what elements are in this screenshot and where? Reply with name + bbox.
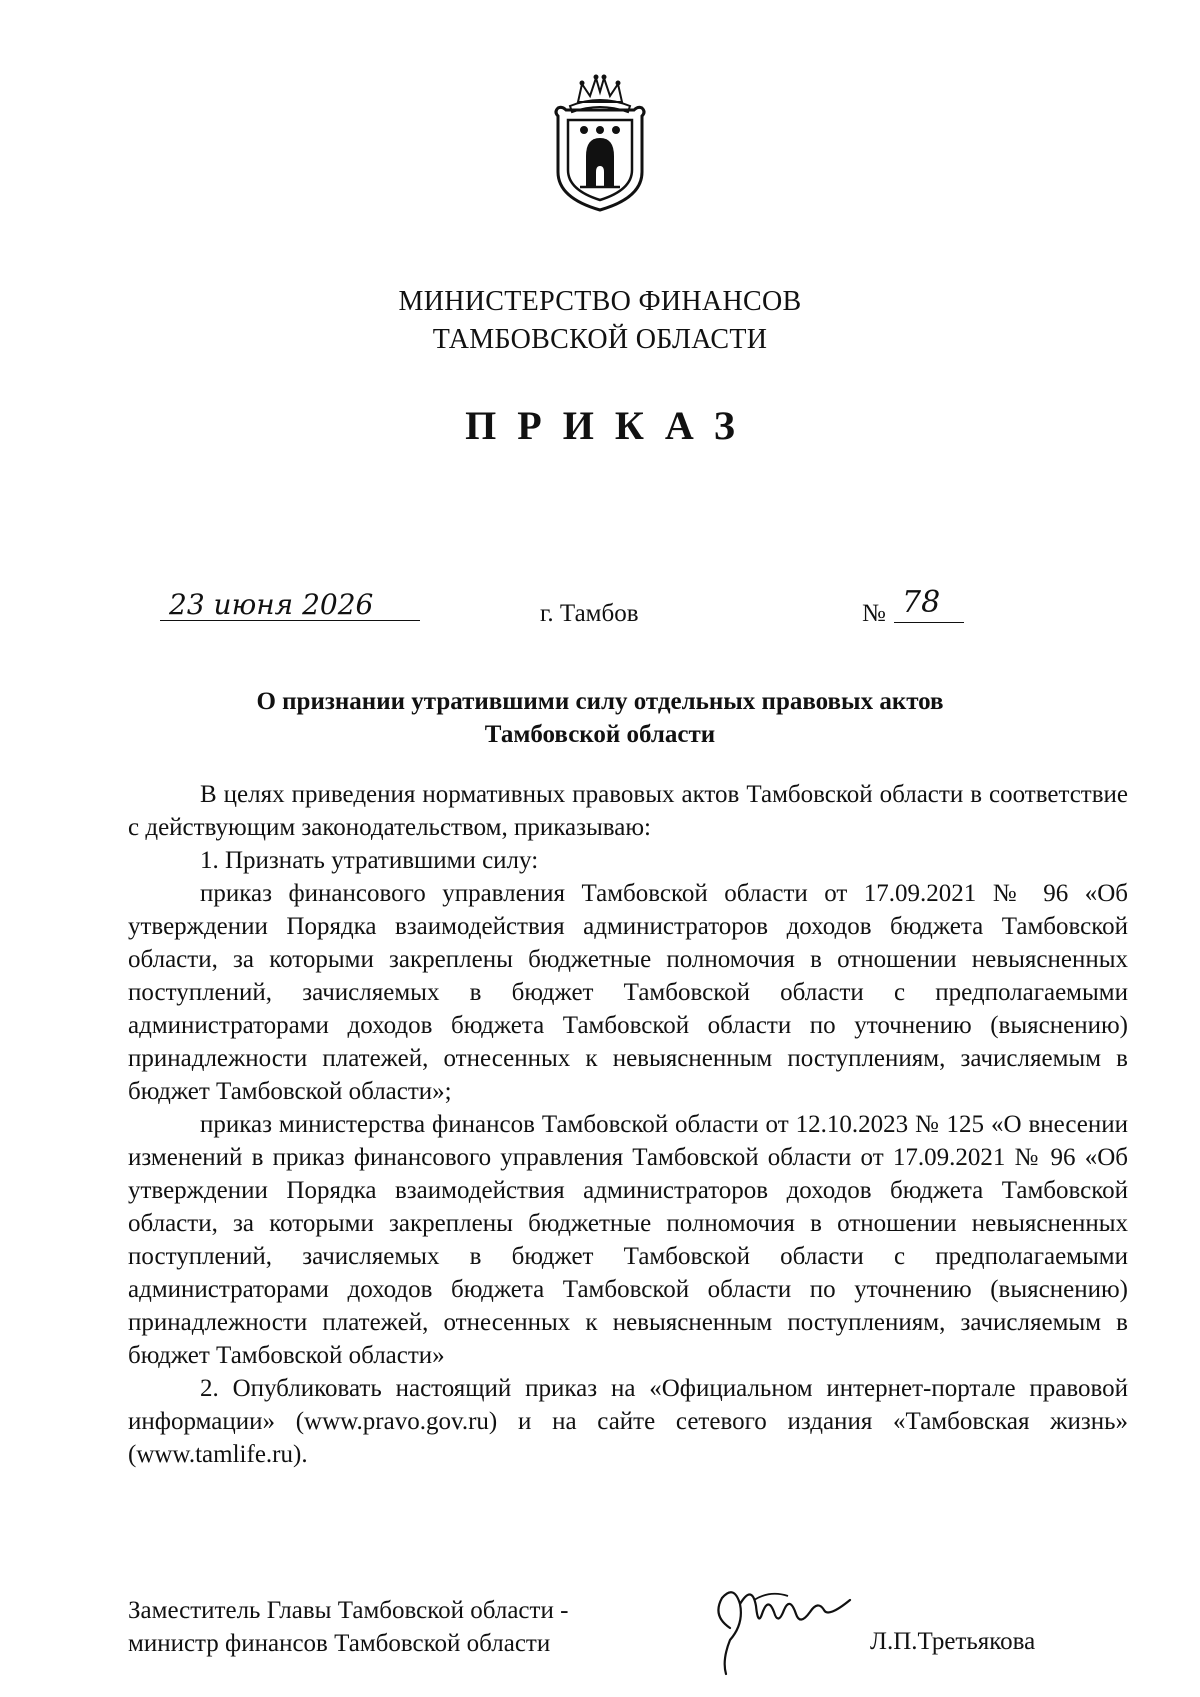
- handwritten-number-text: 78: [902, 585, 941, 618]
- signatory-position-line-1: Заместитель Главы Тамбовской области -: [128, 1597, 569, 1624]
- body-paragraph-intro: В целях приведения нормативных правовых актов Тамбовской области в соответствие с действующим законодательством, приказываю:: [128, 781, 1128, 841]
- handwritten-date-text: 23 июня 2026: [169, 588, 374, 621]
- handwritten-date: [165, 584, 425, 624]
- signature-icon: [700, 1570, 860, 1680]
- ministry-name: [0, 283, 1200, 359]
- document-body: [128, 778, 1128, 1471]
- signatory-position: [128, 1594, 568, 1660]
- number-label: №: [862, 600, 886, 627]
- heading-line-2: Тамбовской области: [484, 721, 716, 748]
- document-heading: [0, 685, 1200, 751]
- body-paragraph-act-1: приказ финансового управления Тамбовской области от 17.09.2021 № 96 «Об утверждении Порядка взаимодействия администраторов доходов бюджета Тамбовской области, за которыми закреплены бюджетные полномочия в отношении невыясненных поступлений, зачисляемых в бюджет Тамбовской области с предполагаемыми администраторами доходов бюджета Тамбовской области по уточнению (выяснению) принадлежности платежей, отнесенных к невыясненным поступлениям, зачисляемым в бюджет Тамбовской области»;: [128, 880, 1128, 1105]
- date-underline: [160, 620, 420, 621]
- city-label: г. Тамбов: [540, 600, 639, 627]
- document-type-title: ПРИКАЗ: [465, 403, 756, 448]
- body-paragraph-item-2: 2. Опубликовать настоящий приказ на «Официальном интернет-портале правовой информации» (www.pravo.gov.ru) и на сайте сетевого издания «Тамбовская жизнь» (www.tamlife.ru).: [128, 1375, 1128, 1468]
- handwritten-number: [896, 582, 956, 618]
- ministry-line-1: МИНИСТЕРСТВО ФИНАНСОВ: [398, 286, 802, 317]
- number-underline: [894, 622, 964, 623]
- heading-line-1: О признании утратившими силу отдельных правовых актов: [256, 688, 944, 715]
- signatory-name: Л.П.Третьякова: [870, 1628, 1036, 1655]
- body-paragraph-act-2: приказ министерства финансов Тамбовской области от 12.10.2023 № 125 «О внесении изменений в приказ финансового управления Тамбовской области от 17.09.2021 № 96 «Об утверждении Порядка взаимодействия администраторов доходов бюджета Тамбовской области, за которыми закреплены бюджетные полномочия в отношении невыясненных поступлений, зачисляемых в бюджет Тамбовской области с предполагаемыми администраторами доходов бюджета Тамбовской области по уточнению (выяснению) принадлежности платежей, отнесенных к невыясненным поступлениям, зачисляемым в бюджет Тамбовской области»: [128, 1111, 1128, 1369]
- ministry-line-2: ТАМБОВСКОЙ ОБЛАСТИ: [432, 324, 768, 355]
- signatory-position-line-2: министр финансов Тамбовской области: [128, 1630, 551, 1657]
- coat-of-arms-icon: [548, 72, 652, 214]
- body-paragraph-item-1: 1. Признать утратившими силу:: [200, 847, 539, 874]
